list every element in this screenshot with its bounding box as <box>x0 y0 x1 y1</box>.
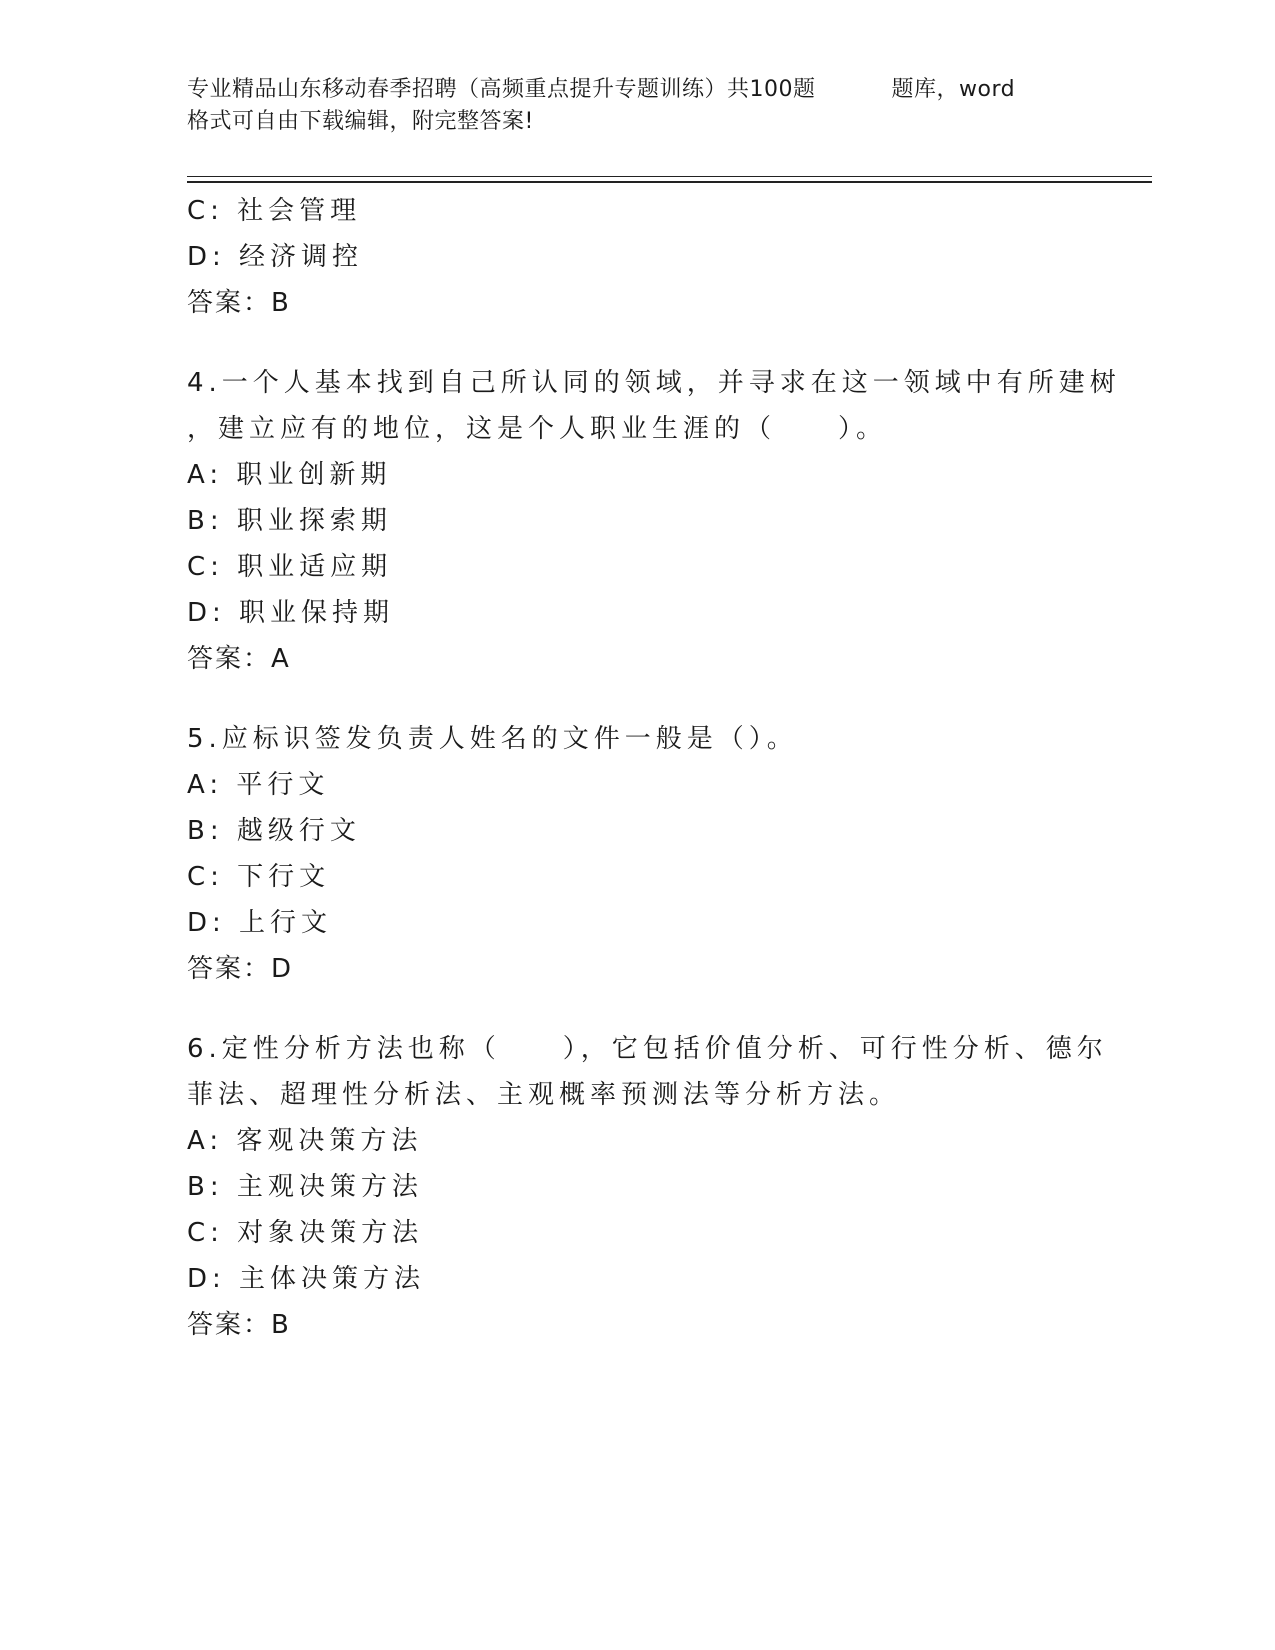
option-b: B: 职业探索期 <box>187 506 392 536</box>
answer-line: 答案：B <box>187 288 291 318</box>
header-line-2: 格式可自由下载编辑，附完整答案! <box>187 109 534 134</box>
option-c: C: 对象决策方法 <box>187 1218 424 1248</box>
question-5 <box>187 716 1087 992</box>
question-stem-line: 菲法、超理性分析法、主观概率预测法等分析方法。 <box>187 1080 901 1110</box>
question-6 <box>187 1026 1108 1348</box>
option-a: A: 职业创新期 <box>187 460 392 490</box>
option-c: C: 下行文 <box>187 862 331 892</box>
page-header <box>187 74 1107 138</box>
header-rule-thick <box>187 181 1152 183</box>
answer-line: 答案：A <box>187 644 291 674</box>
question-stem-line: 5.应标识签发负责人姓名的文件一般是（）。 <box>187 724 798 754</box>
partial-question <box>187 188 1087 326</box>
option-c: C: 社会管理 <box>187 196 362 226</box>
header-line-1 <box>187 74 1107 106</box>
header-tail: 题库，word <box>891 77 1016 102</box>
option-c: C: 职业适应期 <box>187 552 393 582</box>
question-content <box>187 188 1121 1348</box>
header-gap <box>816 74 892 106</box>
option-d: D: 主体决策方法 <box>187 1264 426 1294</box>
option-a: A: 客观决策方法 <box>187 1126 423 1156</box>
option-a: A: 平行文 <box>187 770 330 800</box>
answer-line: 答案：D <box>187 954 294 984</box>
question-4 <box>187 360 1121 682</box>
question-stem-line: 4.一个人基本找到自己所认同的领域，并寻求在这一领域中有所建树 <box>187 368 1121 398</box>
question-stem-line: 6.定性分析方法也称（ ），它包括价值分析、可行性分析、德尔 <box>187 1034 1108 1064</box>
option-d: D: 经济调控 <box>187 242 364 272</box>
option-b: B: 越级行文 <box>187 816 361 846</box>
option-d: D: 上行文 <box>187 908 333 938</box>
question-stem-line: ，建立应有的地位，这是个人职业生涯的（ ）。 <box>187 414 888 444</box>
option-b: B: 主观决策方法 <box>187 1172 423 1202</box>
header-rule-thin <box>187 176 1152 177</box>
header-title: 专业精品山东移动春季招聘（高频重点提升专题训练）共100题 <box>187 77 816 102</box>
answer-line: 答案：B <box>187 1310 291 1340</box>
option-d: D: 职业保持期 <box>187 598 395 628</box>
